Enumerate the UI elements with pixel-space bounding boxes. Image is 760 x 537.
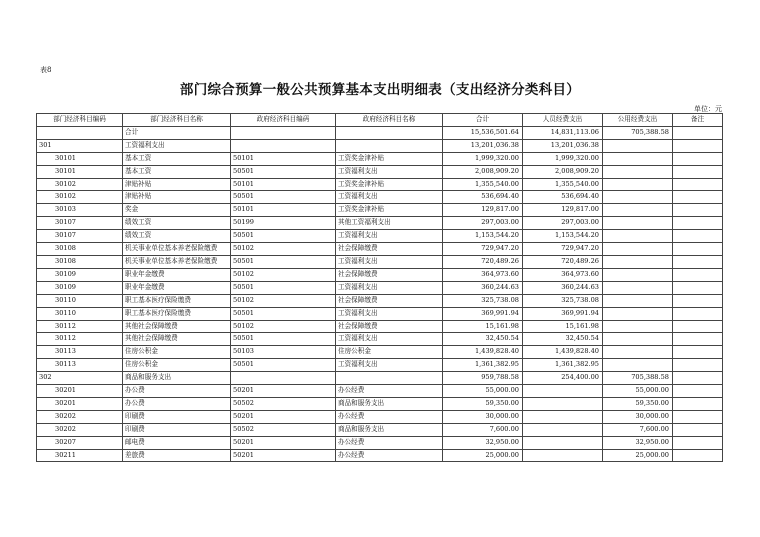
cell-personnel: 129,817.00 <box>523 204 603 217</box>
cell-dept-code: 30201 <box>37 385 123 398</box>
cell-public <box>603 204 673 217</box>
cell-dept-name: 津贴补贴 <box>123 178 231 191</box>
cell-public: 59,350.00 <box>603 397 673 410</box>
cell-dept-name: 印刷费 <box>123 410 231 423</box>
cell-dept-code: 30102 <box>37 178 123 191</box>
cell-gov-code: 50501 <box>231 191 336 204</box>
cell-gov-name: 社会保障缴费 <box>336 268 443 281</box>
cell-remark <box>673 268 723 281</box>
cell-remark <box>673 372 723 385</box>
table-row <box>37 397 723 410</box>
cell-remark <box>673 139 723 152</box>
cell-public: 7,600.00 <box>603 423 673 436</box>
cell-dept-name: 职工基本医疗保险缴费 <box>123 307 231 320</box>
cell-public <box>603 294 673 307</box>
cell-personnel: 297,003.00 <box>523 217 603 230</box>
cell-dept-code: 30110 <box>37 307 123 320</box>
cell-gov-name: 工资福利支出 <box>336 333 443 346</box>
cell-remark <box>673 294 723 307</box>
cell-remark <box>673 436 723 449</box>
cell-dept-name: 绩效工资 <box>123 217 231 230</box>
cell-gov-code: 50501 <box>231 307 336 320</box>
cell-total: 1,355,540.00 <box>443 178 523 191</box>
cell-public <box>603 191 673 204</box>
header-remark: 备注 <box>673 114 723 127</box>
cell-total: 729,947.20 <box>443 243 523 256</box>
table-row <box>37 191 723 204</box>
cell-total: 7,600.00 <box>443 423 523 436</box>
cell-dept-code: 301 <box>37 139 123 152</box>
cell-personnel: 729,947.20 <box>523 243 603 256</box>
cell-gov-code: 50102 <box>231 268 336 281</box>
cell-personnel <box>523 423 603 436</box>
cell-public <box>603 152 673 165</box>
cell-total: 959,788.58 <box>443 372 523 385</box>
cell-public <box>603 346 673 359</box>
cell-dept-code: 30101 <box>37 152 123 165</box>
cell-dept-name: 办公费 <box>123 397 231 410</box>
cell-personnel: 254,400.00 <box>523 372 603 385</box>
cell-gov-name: 社会保障缴费 <box>336 243 443 256</box>
cell-dept-name: 其他社会保障缴费 <box>123 333 231 346</box>
cell-public: 705,388.58 <box>603 372 673 385</box>
cell-gov-code: 50102 <box>231 320 336 333</box>
table-row <box>37 126 723 139</box>
cell-total: 1,153,544.20 <box>443 230 523 243</box>
cell-gov-code: 50501 <box>231 359 336 372</box>
cell-gov-name: 工资福利支出 <box>336 230 443 243</box>
cell-personnel: 369,991.94 <box>523 307 603 320</box>
table-header-row <box>37 114 723 127</box>
cell-dept-code: 30103 <box>37 204 123 217</box>
table-row <box>37 255 723 268</box>
cell-total: 297,003.00 <box>443 217 523 230</box>
table-row <box>37 449 723 462</box>
cell-personnel: 1,439,828.40 <box>523 346 603 359</box>
cell-remark <box>673 152 723 165</box>
cell-gov-code: 50501 <box>231 165 336 178</box>
table-row <box>37 372 723 385</box>
cell-gov-code: 50502 <box>231 423 336 436</box>
table-row <box>37 436 723 449</box>
cell-gov-code: 50201 <box>231 410 336 423</box>
table-row <box>37 204 723 217</box>
cell-personnel: 536,694.40 <box>523 191 603 204</box>
page-title: 部门综合预算一般公共预算基本支出明细表（支出经济分类科目） <box>179 82 581 98</box>
cell-total: 369,991.94 <box>443 307 523 320</box>
cell-gov-name: 工资福利支出 <box>336 255 443 268</box>
cell-dept-code: 30202 <box>37 423 123 436</box>
cell-personnel <box>523 436 603 449</box>
cell-remark <box>673 410 723 423</box>
cell-gov-name: 商品和服务支出 <box>336 423 443 436</box>
cell-dept-code: 30109 <box>37 268 123 281</box>
table-row <box>37 243 723 256</box>
cell-personnel: 325,738.08 <box>523 294 603 307</box>
cell-dept-name: 基本工资 <box>123 152 231 165</box>
cell-dept-name: 办公费 <box>123 385 231 398</box>
cell-remark <box>673 243 723 256</box>
table-row <box>37 230 723 243</box>
cell-remark <box>673 126 723 139</box>
table-row <box>37 385 723 398</box>
table-row <box>37 217 723 230</box>
cell-gov-code: 50199 <box>231 217 336 230</box>
header-total: 合计 <box>443 114 523 127</box>
cell-gov-code: 50103 <box>231 346 336 359</box>
cell-dept-name: 职工基本医疗保险缴费 <box>123 294 231 307</box>
cell-dept-code: 30108 <box>37 243 123 256</box>
cell-dept-code: 30109 <box>37 281 123 294</box>
cell-personnel: 13,201,036.38 <box>523 139 603 152</box>
cell-public <box>603 255 673 268</box>
cell-dept-code: 30112 <box>37 333 123 346</box>
cell-personnel: 1,361,382.95 <box>523 359 603 372</box>
cell-total: 536,694.40 <box>443 191 523 204</box>
cell-personnel <box>523 385 603 398</box>
table-row <box>37 320 723 333</box>
budget-table <box>36 113 723 462</box>
cell-remark <box>673 165 723 178</box>
cell-personnel: 720,489.26 <box>523 255 603 268</box>
cell-total: 1,361,382.95 <box>443 359 523 372</box>
cell-dept-name: 基本工资 <box>123 165 231 178</box>
cell-dept-name: 工资福利支出 <box>123 139 231 152</box>
table-row <box>37 281 723 294</box>
cell-dept-code: 30108 <box>37 255 123 268</box>
cell-gov-name: 办公经费 <box>336 410 443 423</box>
cell-gov-code: 50101 <box>231 204 336 217</box>
unit-label: 单位：元 <box>694 105 722 113</box>
cell-gov-name <box>336 372 443 385</box>
cell-dept-name: 邮电费 <box>123 436 231 449</box>
cell-dept-name: 住房公积金 <box>123 359 231 372</box>
cell-gov-name: 工资福利支出 <box>336 281 443 294</box>
cell-dept-code: 30102 <box>37 191 123 204</box>
cell-dept-code: 30107 <box>37 230 123 243</box>
cell-public <box>603 281 673 294</box>
cell-dept-name: 商品和服务支出 <box>123 372 231 385</box>
cell-remark <box>673 307 723 320</box>
cell-personnel: 360,244.63 <box>523 281 603 294</box>
cell-remark <box>673 217 723 230</box>
table-row <box>37 178 723 191</box>
cell-gov-code: 50101 <box>231 152 336 165</box>
cell-remark <box>673 255 723 268</box>
cell-remark <box>673 423 723 436</box>
cell-personnel <box>523 397 603 410</box>
cell-gov-name: 工资福利支出 <box>336 307 443 320</box>
cell-gov-code: 50102 <box>231 243 336 256</box>
cell-gov-code: 50501 <box>231 281 336 294</box>
cell-gov-name <box>336 139 443 152</box>
cell-dept-name: 职业年金缴费 <box>123 268 231 281</box>
cell-total: 59,350.00 <box>443 397 523 410</box>
cell-dept-code: 30202 <box>37 410 123 423</box>
header-dept-code: 部门经济科目编码 <box>37 114 123 127</box>
cell-dept-name: 机关事业单位基本养老保险缴费 <box>123 255 231 268</box>
cell-public: 30,000.00 <box>603 410 673 423</box>
cell-gov-name: 工资奖金津补贴 <box>336 178 443 191</box>
cell-public: 25,000.00 <box>603 449 673 462</box>
table-row <box>37 423 723 436</box>
cell-gov-name: 办公经费 <box>336 385 443 398</box>
cell-public: 55,000.00 <box>603 385 673 398</box>
cell-dept-name: 其他社会保障缴费 <box>123 320 231 333</box>
cell-gov-code: 50502 <box>231 397 336 410</box>
cell-total: 1,999,320.00 <box>443 152 523 165</box>
cell-total: 30,000.00 <box>443 410 523 423</box>
cell-gov-name: 工资福利支出 <box>336 359 443 372</box>
cell-remark <box>673 320 723 333</box>
cell-dept-name: 住房公积金 <box>123 346 231 359</box>
cell-public <box>603 217 673 230</box>
cell-total: 13,201,036.38 <box>443 139 523 152</box>
table-row <box>37 165 723 178</box>
table-number: 表8 <box>40 66 52 74</box>
cell-dept-code: 30101 <box>37 165 123 178</box>
cell-personnel: 1,355,540.00 <box>523 178 603 191</box>
header-gov-name: 政府经济科目名称 <box>336 114 443 127</box>
cell-dept-code <box>37 126 123 139</box>
cell-gov-code: 50201 <box>231 449 336 462</box>
cell-public <box>603 268 673 281</box>
cell-total: 55,000.00 <box>443 385 523 398</box>
cell-personnel: 15,161.98 <box>523 320 603 333</box>
cell-gov-name: 社会保障缴费 <box>336 294 443 307</box>
cell-public <box>603 139 673 152</box>
table-row <box>37 139 723 152</box>
cell-total: 325,738.08 <box>443 294 523 307</box>
cell-total: 129,817.00 <box>443 204 523 217</box>
cell-remark <box>673 449 723 462</box>
cell-remark <box>673 333 723 346</box>
cell-public <box>603 243 673 256</box>
cell-remark <box>673 397 723 410</box>
cell-gov-name: 其他工资福利支出 <box>336 217 443 230</box>
cell-gov-name <box>336 126 443 139</box>
header-public: 公用经费支出 <box>603 114 673 127</box>
cell-dept-code: 30107 <box>37 217 123 230</box>
cell-gov-code: 50501 <box>231 230 336 243</box>
header-gov-code: 政府经济科目编码 <box>231 114 336 127</box>
table-row <box>37 268 723 281</box>
cell-personnel: 32,450.54 <box>523 333 603 346</box>
cell-dept-name: 津贴补贴 <box>123 191 231 204</box>
cell-dept-name: 差旅费 <box>123 449 231 462</box>
cell-gov-code <box>231 139 336 152</box>
table-row <box>37 294 723 307</box>
cell-public <box>603 333 673 346</box>
cell-total: 364,973.60 <box>443 268 523 281</box>
cell-gov-code: 50501 <box>231 333 336 346</box>
cell-dept-name: 职业年金缴费 <box>123 281 231 294</box>
cell-gov-name: 工资奖金津补贴 <box>336 152 443 165</box>
cell-public <box>603 230 673 243</box>
cell-public <box>603 359 673 372</box>
cell-remark <box>673 359 723 372</box>
cell-total: 360,244.63 <box>443 281 523 294</box>
cell-remark <box>673 281 723 294</box>
cell-personnel: 1,999,320.00 <box>523 152 603 165</box>
cell-gov-code: 50201 <box>231 436 336 449</box>
cell-dept-name: 机关事业单位基本养老保险缴费 <box>123 243 231 256</box>
cell-total: 2,008,909.20 <box>443 165 523 178</box>
cell-dept-code: 30112 <box>37 320 123 333</box>
cell-total: 1,439,828.40 <box>443 346 523 359</box>
cell-dept-code: 302 <box>37 372 123 385</box>
cell-gov-code: 50201 <box>231 385 336 398</box>
cell-dept-name: 印刷费 <box>123 423 231 436</box>
cell-dept-code: 30110 <box>37 294 123 307</box>
cell-public <box>603 307 673 320</box>
cell-total: 32,450.54 <box>443 333 523 346</box>
cell-public <box>603 178 673 191</box>
cell-personnel: 1,153,544.20 <box>523 230 603 243</box>
table-row <box>37 346 723 359</box>
cell-gov-name: 工资奖金津补贴 <box>336 204 443 217</box>
cell-gov-name: 住房公积金 <box>336 346 443 359</box>
cell-gov-code <box>231 372 336 385</box>
cell-gov-name: 商品和服务支出 <box>336 397 443 410</box>
cell-public <box>603 165 673 178</box>
cell-dept-code: 30207 <box>37 436 123 449</box>
header-personnel: 人员经费支出 <box>523 114 603 127</box>
cell-remark <box>673 385 723 398</box>
cell-gov-name: 社会保障缴费 <box>336 320 443 333</box>
cell-remark <box>673 230 723 243</box>
cell-personnel <box>523 410 603 423</box>
table-row <box>37 410 723 423</box>
cell-gov-code <box>231 126 336 139</box>
cell-total: 720,489.26 <box>443 255 523 268</box>
cell-gov-code: 50501 <box>231 255 336 268</box>
header-dept-name: 部门经济科目名称 <box>123 114 231 127</box>
cell-remark <box>673 178 723 191</box>
cell-total: 25,000.00 <box>443 449 523 462</box>
cell-gov-name: 办公经费 <box>336 449 443 462</box>
cell-dept-name: 合计 <box>123 126 231 139</box>
table-row <box>37 333 723 346</box>
cell-gov-name: 工资福利支出 <box>336 165 443 178</box>
cell-gov-code: 50102 <box>231 294 336 307</box>
table-row <box>37 152 723 165</box>
table-row <box>37 307 723 320</box>
cell-dept-code: 30201 <box>37 397 123 410</box>
cell-gov-name: 办公经费 <box>336 436 443 449</box>
cell-public <box>603 320 673 333</box>
table-row <box>37 359 723 372</box>
cell-dept-name: 奖金 <box>123 204 231 217</box>
cell-public: 705,388.58 <box>603 126 673 139</box>
cell-total: 15,161.98 <box>443 320 523 333</box>
cell-dept-code: 30211 <box>37 449 123 462</box>
cell-personnel: 364,973.60 <box>523 268 603 281</box>
cell-remark <box>673 191 723 204</box>
cell-public: 32,950.00 <box>603 436 673 449</box>
cell-total: 15,536,501.64 <box>443 126 523 139</box>
cell-personnel: 2,008,909.20 <box>523 165 603 178</box>
cell-total: 32,950.00 <box>443 436 523 449</box>
cell-gov-name: 工资福利支出 <box>336 191 443 204</box>
cell-dept-name: 绩效工资 <box>123 230 231 243</box>
cell-gov-code: 50101 <box>231 178 336 191</box>
cell-dept-code: 30113 <box>37 359 123 372</box>
cell-remark <box>673 346 723 359</box>
cell-remark <box>673 204 723 217</box>
cell-personnel <box>523 449 603 462</box>
cell-dept-code: 30113 <box>37 346 123 359</box>
cell-personnel: 14,831,113.06 <box>523 126 603 139</box>
